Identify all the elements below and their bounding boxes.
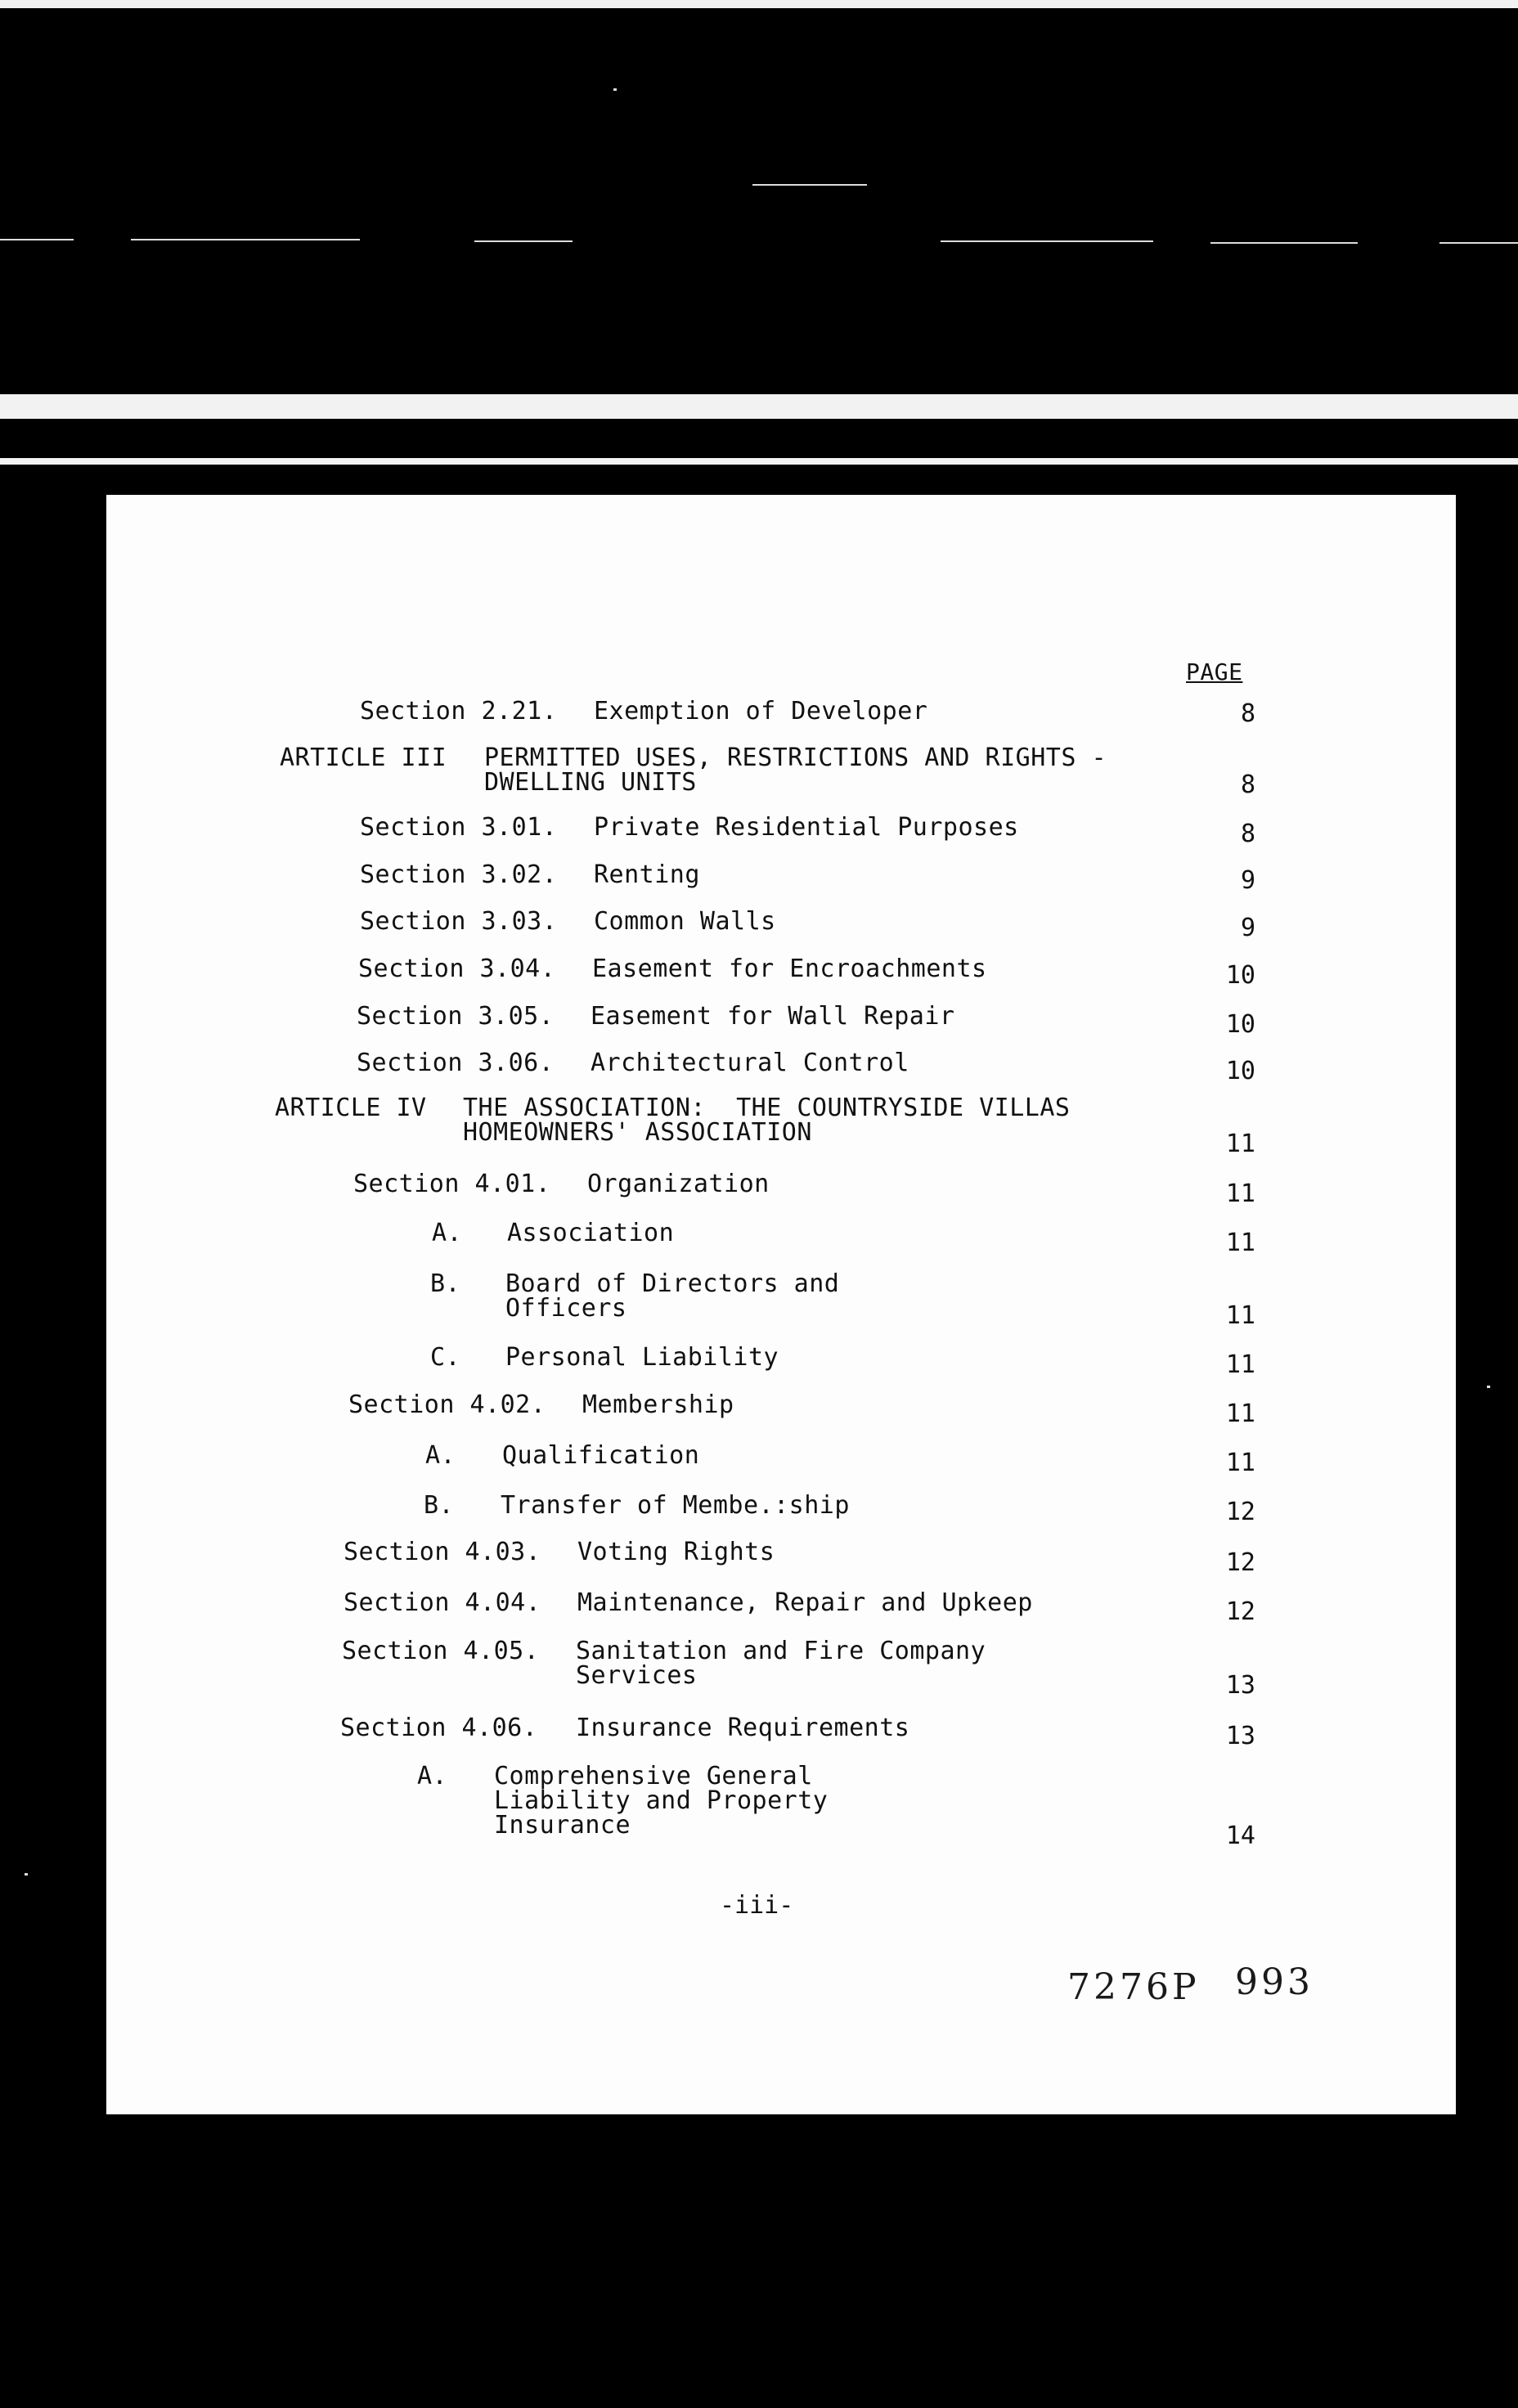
entry-page-number: 8 xyxy=(1240,770,1255,799)
entry-number: ARTICLE IV xyxy=(275,1094,427,1122)
scan-speck xyxy=(25,1873,28,1876)
entry-title: DWELLING UNITS xyxy=(484,768,697,797)
entry-number: Section 3.06. xyxy=(357,1049,555,1077)
page-column-heading: PAGE xyxy=(1186,658,1243,685)
entry-title: Easement for Wall Repair xyxy=(591,1002,955,1031)
entry-page-number: 9 xyxy=(1240,914,1255,942)
entry-number: Section 4.01. xyxy=(353,1170,551,1198)
entry-title: Transfer of Membe.:ship xyxy=(501,1491,850,1520)
entry-page-number: 10 xyxy=(1225,1010,1255,1039)
scan-speck xyxy=(1210,242,1358,244)
scan-edge-band xyxy=(0,394,1518,419)
entry-title: Association xyxy=(507,1219,675,1247)
entry-title: Board of Directors and xyxy=(505,1269,840,1298)
entry-title: Insurance xyxy=(494,1811,631,1840)
entry-page-number: 11 xyxy=(1225,1399,1255,1428)
entry-title: Private Residential Purposes xyxy=(594,813,1019,842)
entry-number: A. xyxy=(425,1441,456,1470)
entry-title: Sanitation and Fire Company xyxy=(576,1637,986,1665)
entry-page-number: 10 xyxy=(1225,961,1255,990)
entry-title: PERMITTED USES, RESTRICTIONS AND RIGHTS - xyxy=(484,744,1107,772)
book-stamp-page: 993 xyxy=(1235,1961,1314,2003)
scan-speck xyxy=(1487,1386,1490,1388)
scan-speck xyxy=(131,239,360,240)
entry-page-number: 10 xyxy=(1225,1057,1255,1085)
scan-speck xyxy=(474,240,573,242)
entry-number: A. xyxy=(432,1219,463,1247)
entry-title: THE ASSOCIATION: THE COUNTRYSIDE VILLAS xyxy=(463,1094,1071,1122)
entry-page-number: 14 xyxy=(1225,1822,1255,1850)
entry-number: B. xyxy=(424,1491,455,1520)
entry-page-number: 11 xyxy=(1225,1449,1255,1477)
entry-number: Section 3.02. xyxy=(360,860,558,889)
entry-number: Section 4.03. xyxy=(344,1538,541,1566)
entry-title: Exemption of Developer xyxy=(594,697,928,726)
book-stamp-volume: 7276P xyxy=(1067,1966,1200,2008)
entry-title: Organization xyxy=(587,1170,770,1198)
entry-number: A. xyxy=(417,1762,448,1790)
entry-page-number: 11 xyxy=(1225,1130,1255,1158)
entry-number: Section 4.06. xyxy=(340,1714,538,1742)
entry-title: Common Walls xyxy=(594,907,776,936)
entry-title: Services xyxy=(576,1661,698,1690)
entry-title: Membership xyxy=(582,1390,734,1419)
scan-speck xyxy=(0,239,74,240)
entry-page-number: 13 xyxy=(1225,1671,1255,1700)
entry-title: Qualification xyxy=(502,1441,700,1470)
entry-page-number: 13 xyxy=(1225,1722,1255,1750)
entry-page-number: 11 xyxy=(1225,1350,1255,1379)
scan-speck xyxy=(941,240,1153,242)
entry-title: Maintenance, Repair and Upkeep xyxy=(577,1588,1033,1617)
entry-title: Liability and Property xyxy=(494,1786,829,1815)
entry-page-number: 8 xyxy=(1240,699,1255,728)
entry-number: Section 3.05. xyxy=(357,1002,555,1031)
entry-title: Personal Liability xyxy=(505,1343,779,1372)
entry-title: Officers xyxy=(505,1294,627,1323)
scan-speck xyxy=(1439,242,1518,244)
entry-title: Insurance Requirements xyxy=(576,1714,910,1742)
scan-speck xyxy=(613,88,617,91)
entry-title: Comprehensive General xyxy=(494,1762,813,1790)
entry-number: Section 3.04. xyxy=(358,955,556,983)
entry-number: Section 4.04. xyxy=(344,1588,541,1617)
entry-title: Renting xyxy=(594,860,700,889)
entry-page-number: 11 xyxy=(1225,1301,1255,1330)
entry-number: C. xyxy=(430,1343,461,1372)
entry-number: Section 3.03. xyxy=(360,907,558,936)
scan-edge-top xyxy=(0,0,1518,8)
scan-speck xyxy=(752,184,867,186)
entry-number: Section 4.05. xyxy=(342,1637,540,1665)
entry-number: ARTICLE III xyxy=(280,744,447,772)
entry-number: Section 2.21. xyxy=(360,697,558,726)
page-number: -iii- xyxy=(720,1891,794,1920)
scan-edge-band-2 xyxy=(0,458,1518,465)
entry-page-number: 11 xyxy=(1225,1229,1255,1257)
entry-page-number: 12 xyxy=(1225,1597,1255,1626)
entry-title: Architectural Control xyxy=(591,1049,909,1077)
entry-title: HOMEOWNERS' ASSOCIATION xyxy=(463,1118,812,1147)
entry-title: Voting Rights xyxy=(577,1538,775,1566)
entry-page-number: 9 xyxy=(1240,866,1255,895)
entry-number: B. xyxy=(430,1269,461,1298)
entry-page-number: 8 xyxy=(1240,820,1255,848)
entry-number: Section 4.02. xyxy=(348,1390,546,1419)
entry-page-number: 12 xyxy=(1225,1548,1255,1577)
entry-title: Easement for Encroachments xyxy=(592,955,987,983)
entry-page-number: 12 xyxy=(1225,1498,1255,1526)
entry-page-number: 11 xyxy=(1225,1179,1255,1208)
entry-number: Section 3.01. xyxy=(360,813,558,842)
